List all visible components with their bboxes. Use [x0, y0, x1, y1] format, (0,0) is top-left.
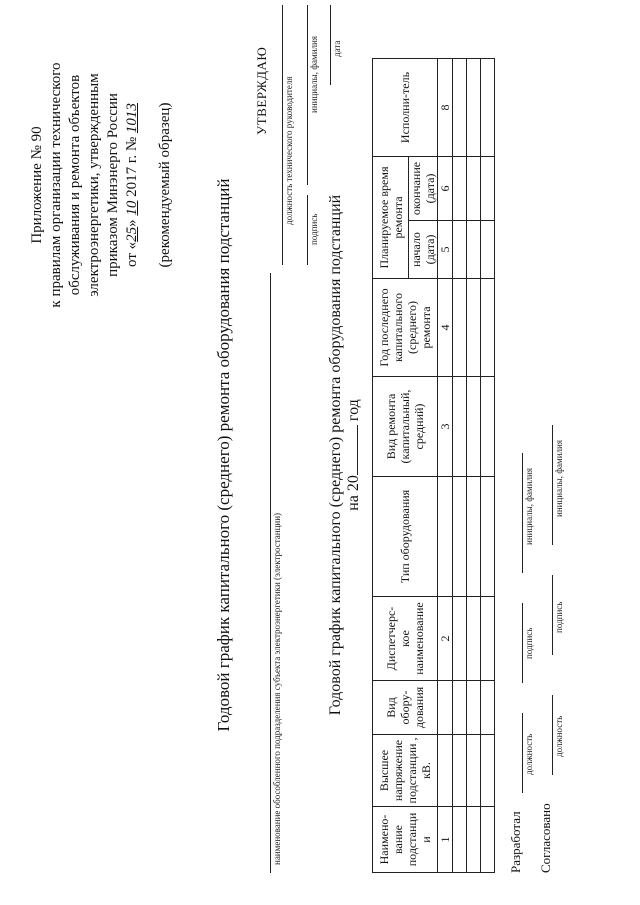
position-caption: должность технического руководителя — [284, 76, 294, 225]
header-executor: Исполни-тель — [373, 59, 438, 157]
agreed-name-caption: инициалы, фамилия — [554, 440, 564, 517]
header-dispatch-name: Диспетчерс-кое наименование — [373, 597, 438, 681]
org-line — [270, 273, 271, 873]
column-number — [438, 735, 453, 807]
column-number — [438, 681, 453, 735]
appendix-date-line: от «25» 10 2017 г. № 1013 — [124, 103, 140, 267]
developed-position-caption: должность — [524, 733, 534, 775]
name-caption: инициалы, фамилия — [309, 36, 319, 113]
agreed-label: Согласовано — [538, 803, 553, 873]
header-last-repair-year: Год последнего капитального (среднего) ремонта — [373, 279, 438, 377]
handwritten-order-number: 1013 — [124, 103, 140, 134]
header-name: Наимено-вание подстанци и — [373, 807, 438, 873]
table-row — [453, 59, 467, 873]
header-repair-kind: Вид ремонта (капитальный, средний) — [373, 377, 438, 477]
org-caption: наименование обособленного подразделения субъекта электроэнергетики (электростанции) — [272, 512, 282, 865]
agreed-signature-caption: подпись — [554, 601, 564, 633]
signature-line — [307, 195, 308, 265]
date-caption: дата — [332, 40, 342, 57]
column-number: 2 — [438, 597, 453, 681]
column-number: 6 — [438, 157, 453, 221]
appendix-block — [28, 25, 175, 345]
signature-caption: подпись — [309, 213, 319, 245]
position-line — [282, 5, 283, 265]
column-number: 4 — [438, 279, 453, 377]
header-planned-time: Планируемое время ремонта — [373, 157, 409, 279]
table-row — [467, 59, 481, 873]
header-type: Тип оборудования — [373, 477, 438, 597]
column-number: 5 — [438, 221, 453, 279]
name-line — [307, 5, 308, 185]
header-end-date: окончание (дата) — [409, 157, 438, 221]
column-number — [438, 477, 453, 597]
header-equipment-kind: Вид обору-дования — [373, 681, 438, 735]
developed-name-line — [522, 453, 523, 573]
column-number: 1 — [438, 807, 453, 873]
appendix-line: приказом Минэнерго России — [105, 93, 121, 277]
handwritten-month: 10 — [124, 200, 140, 216]
agreed-position-line — [552, 695, 553, 775]
header-voltage: Высшее напряжение подстанции , кВ. — [373, 735, 438, 807]
appendix-line: обслуживания и ремонта объектов — [67, 74, 83, 296]
document-title: Годовой график капитального (среднего) ремонта оборудования подстанций — [214, 178, 233, 732]
agreed-position-caption: должность — [554, 715, 564, 757]
schedule-table — [372, 58, 495, 873]
column-number: 8 — [438, 59, 453, 157]
schedule-title: Годовой график капитального (среднего) ремонта оборудования подстанций на 20 год — [327, 25, 363, 885]
agreed-name-line — [552, 425, 553, 545]
developed-signature-caption: подпись — [524, 627, 534, 659]
appendix-line: к правилам организации технического — [48, 62, 64, 308]
sample-note: (рекомендуемый образец) — [157, 102, 173, 268]
developed-label: Разработал — [508, 811, 523, 873]
agreed-signature-line — [552, 575, 553, 655]
header-start-date: начало (дата) — [409, 221, 438, 279]
approval-label: УТВЕРЖДАЮ — [254, 46, 269, 135]
appendix-line: электроэнергетики, утвержденным — [86, 73, 102, 297]
column-number: 3 — [438, 377, 453, 477]
schedule-year: на 20 год — [345, 399, 362, 511]
appendix-number: Приложение № 90 — [29, 126, 45, 244]
handwritten-day: 25 — [124, 226, 140, 242]
table-row — [481, 59, 495, 873]
developed-signature-line — [522, 603, 523, 683]
developed-name-caption: инициалы, фамилия — [524, 468, 534, 545]
developed-position-line — [522, 713, 523, 793]
